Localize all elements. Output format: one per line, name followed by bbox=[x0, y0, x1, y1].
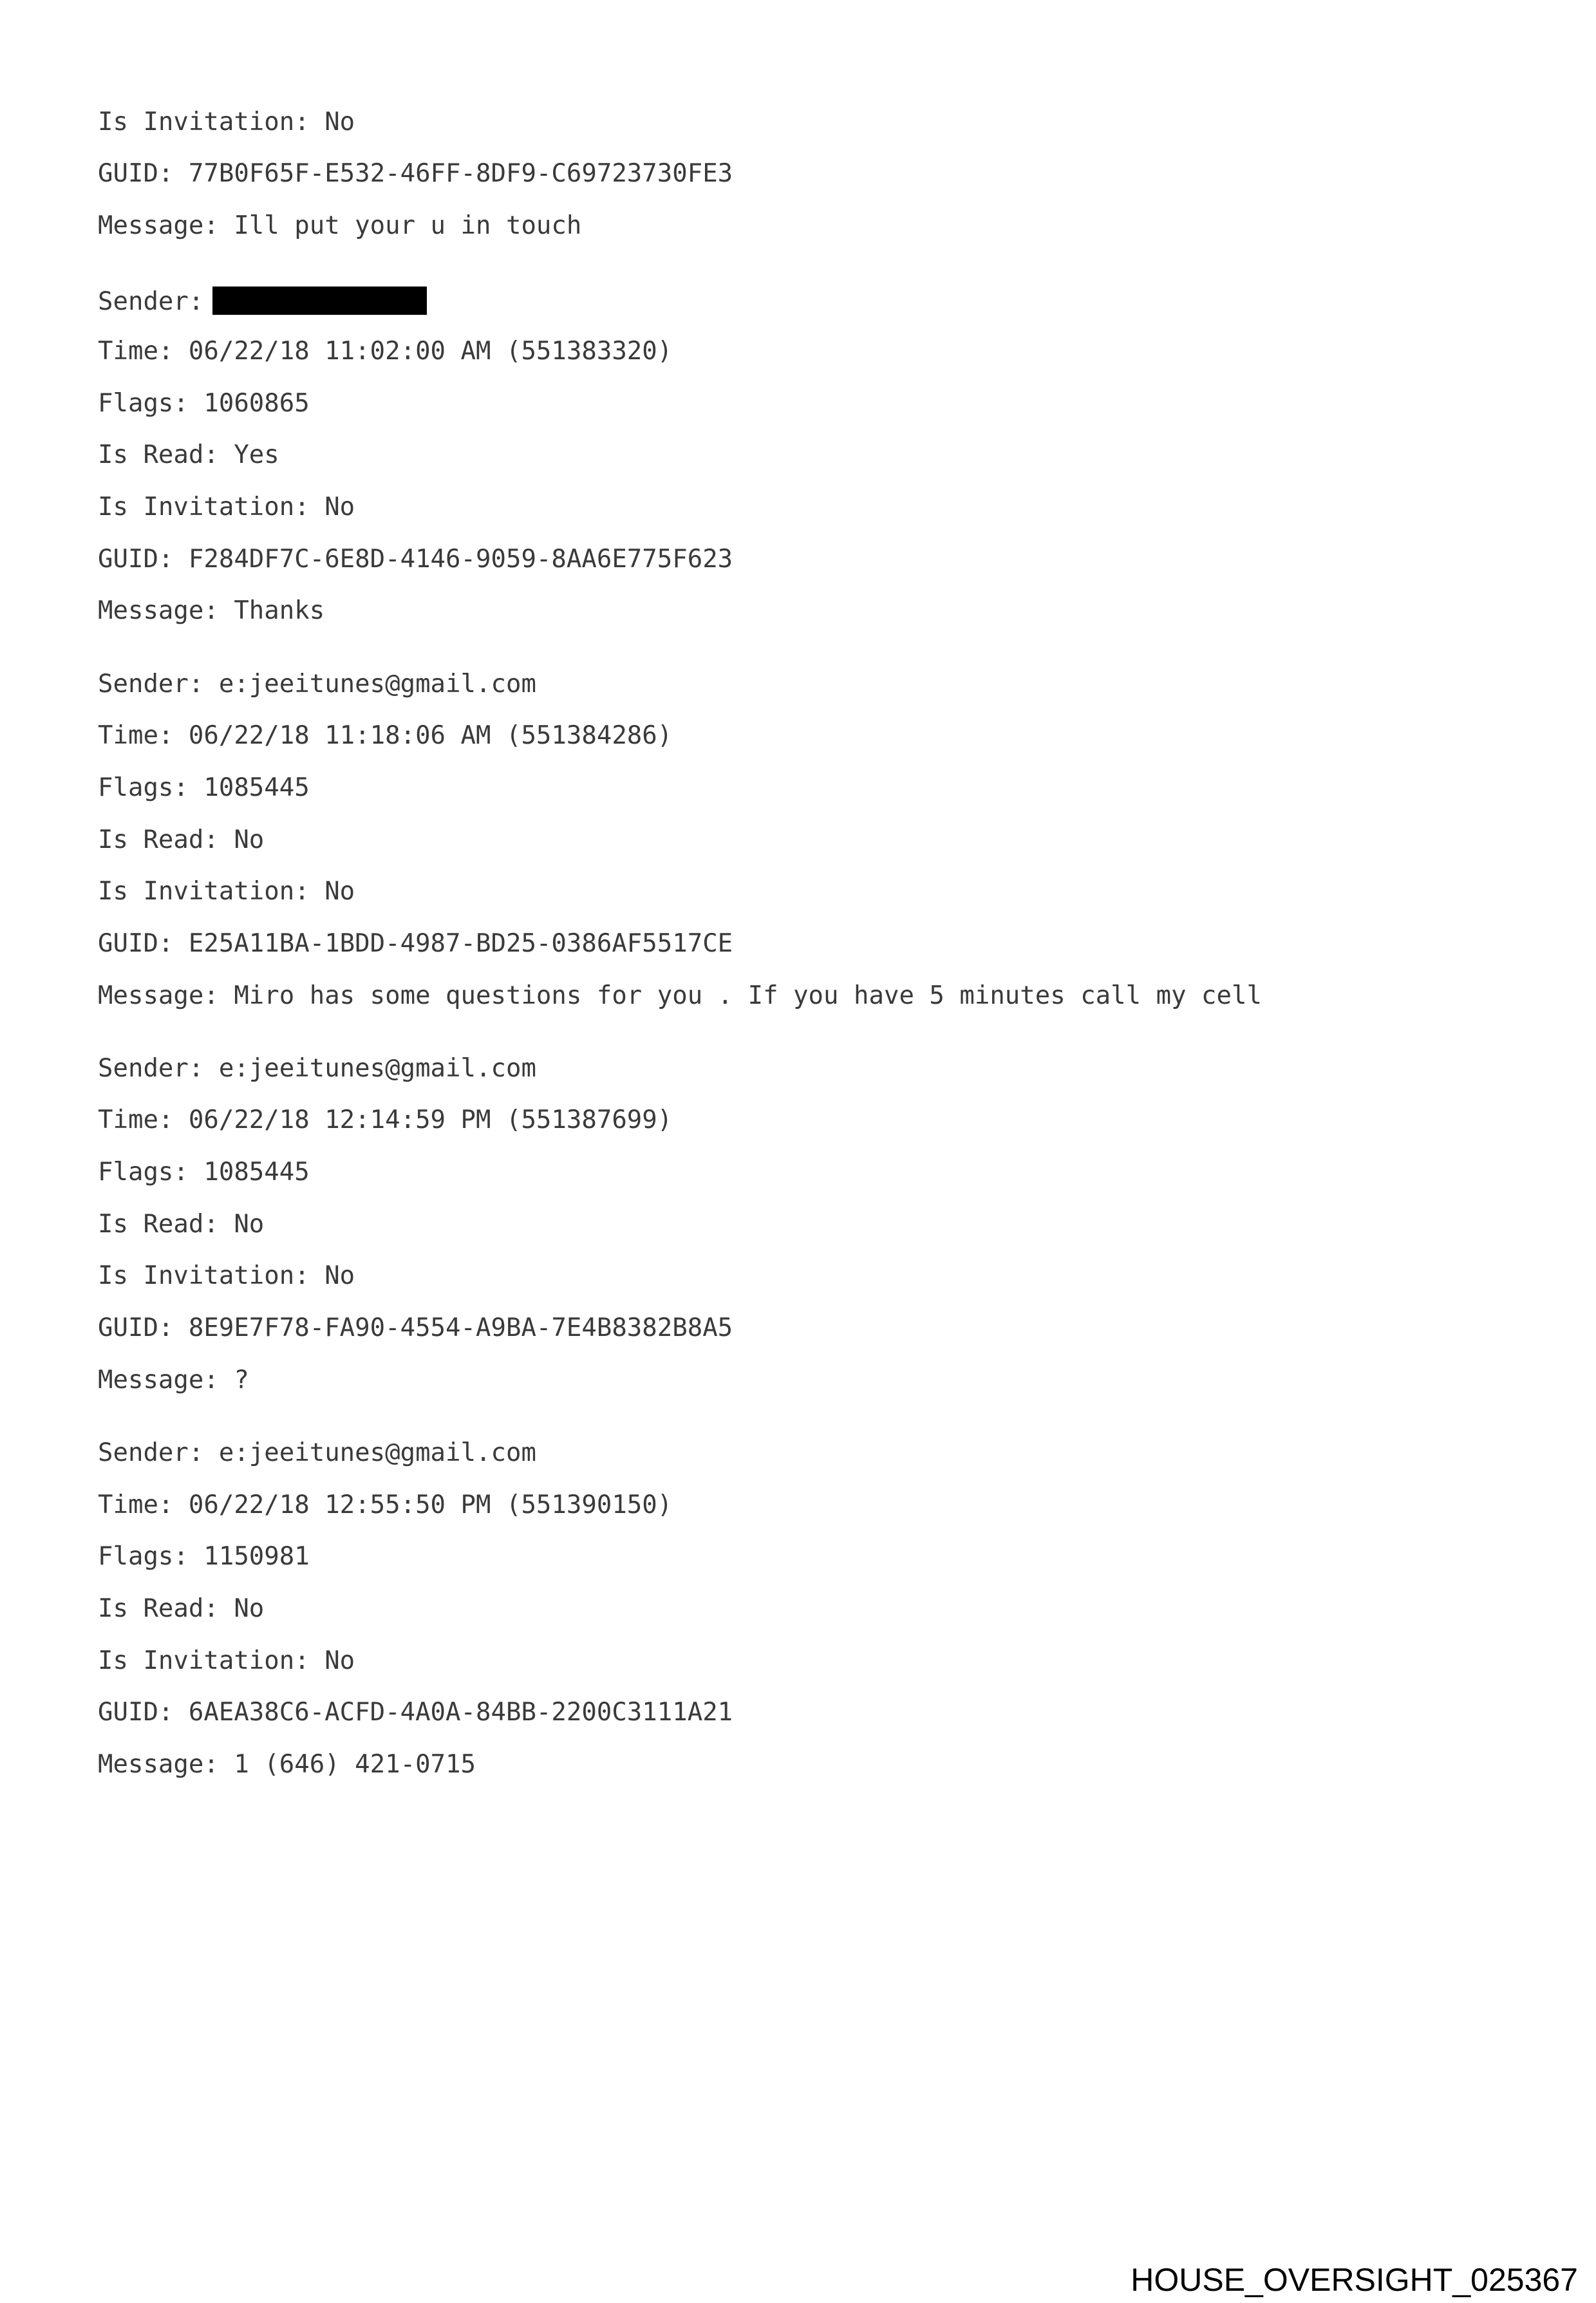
message-line: Message: ? bbox=[98, 1366, 249, 1395]
time-line: Time: 06/22/18 11:02:00 AM (551383320) bbox=[98, 337, 673, 366]
time-line: Time: 06/22/18 12:14:59 PM (551387699) bbox=[98, 1105, 673, 1134]
sender-label: Sender: bbox=[98, 287, 204, 316]
is-invitation-line: Is Invitation: No bbox=[98, 1646, 355, 1675]
flags-line: Flags: 1085445 bbox=[98, 1158, 310, 1187]
guid-line: GUID: 77B0F65F-E532-46FF-8DF9-C69723730FE3 bbox=[98, 159, 733, 188]
is-read-line: Is Read: No bbox=[98, 1210, 265, 1239]
sender-line bbox=[98, 287, 427, 315]
is-read-line: Is Read: Yes bbox=[98, 440, 279, 469]
sender-line: Sender: e:jeeitunes@gmail.com bbox=[98, 1054, 536, 1083]
message-line: Message: Ill put your u in touch bbox=[98, 211, 582, 240]
is-invitation-line: Is Invitation: No bbox=[98, 108, 355, 136]
redaction-box bbox=[212, 287, 427, 315]
message-line: Message: 1 (646) 421-0715 bbox=[98, 1750, 476, 1779]
is-invitation-line: Is Invitation: No bbox=[98, 877, 355, 906]
guid-line: GUID: E25A11BA-1BDD-4987-BD25-0386AF5517CE bbox=[98, 929, 733, 958]
flags-line: Flags: 1060865 bbox=[98, 389, 310, 418]
message-line: Message: Miro has some questions for you . If you have 5 minutes call my cell bbox=[98, 981, 1262, 1010]
flags-line: Flags: 1150981 bbox=[98, 1542, 310, 1571]
sender-line: Sender: e:jeeitunes@gmail.com bbox=[98, 670, 536, 699]
is-invitation-line: Is Invitation: No bbox=[98, 1261, 355, 1290]
guid-line: GUID: F284DF7C-6E8D-4146-9059-8AA6E775F623 bbox=[98, 545, 733, 574]
bates-number: HOUSE_OVERSIGHT_025367 bbox=[1131, 2262, 1578, 2298]
is-invitation-line: Is Invitation: No bbox=[98, 493, 355, 522]
guid-line: GUID: 6AEA38C6-ACFD-4A0A-84BB-2200C3111A21 bbox=[98, 1698, 733, 1727]
time-line: Time: 06/22/18 12:55:50 PM (551390150) bbox=[98, 1490, 673, 1519]
is-read-line: Is Read: No bbox=[98, 1594, 265, 1623]
guid-line: GUID: 8E9E7F78-FA90-4554-A9BA-7E4B8382B8A5 bbox=[98, 1313, 733, 1342]
message-line: Message: Thanks bbox=[98, 596, 325, 625]
sender-line: Sender: e:jeeitunes@gmail.com bbox=[98, 1438, 536, 1467]
flags-line: Flags: 1085445 bbox=[98, 773, 310, 802]
is-read-line: Is Read: No bbox=[98, 825, 265, 854]
time-line: Time: 06/22/18 11:18:06 AM (551384286) bbox=[98, 721, 673, 750]
